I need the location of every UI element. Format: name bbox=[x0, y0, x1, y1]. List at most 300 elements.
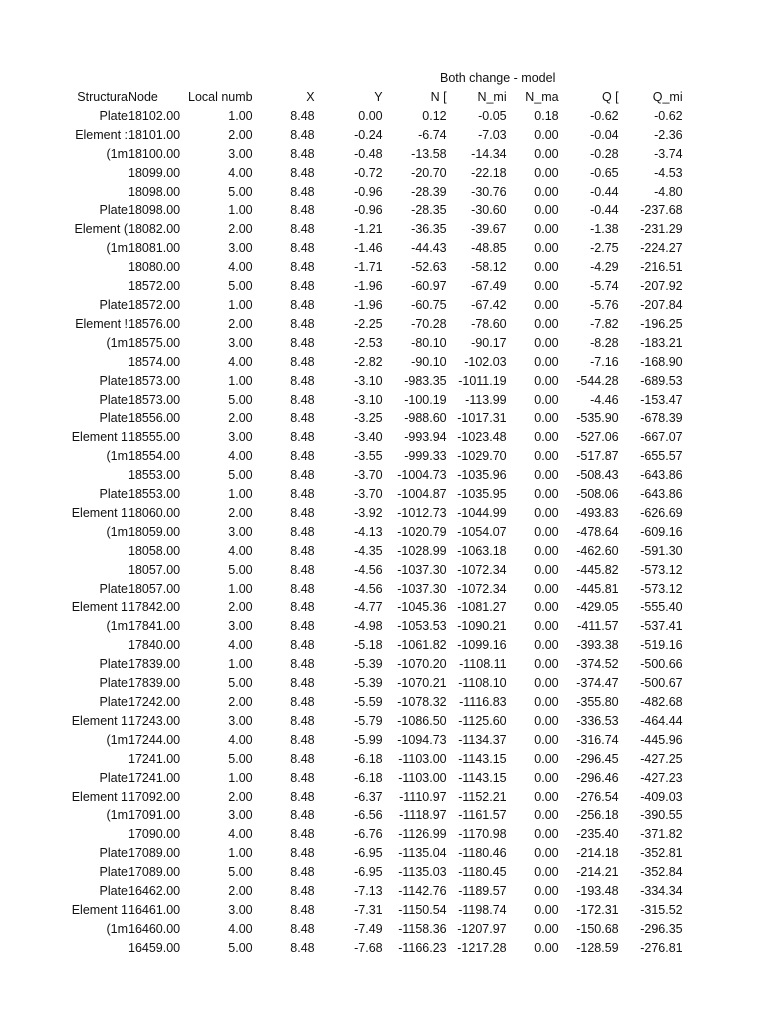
table-cell: -1078.32 bbox=[397, 695, 447, 709]
table-cell: 0.00 bbox=[534, 940, 559, 955]
table-cell: 0.00 bbox=[534, 751, 559, 766]
table-cell: -1.38 bbox=[590, 222, 619, 237]
table-cell: -678.39 bbox=[640, 411, 683, 426]
table-cell: 1.00 bbox=[228, 657, 253, 672]
table-cell: -90.17 bbox=[471, 335, 507, 350]
table-cell: 2.00 bbox=[228, 411, 253, 426]
table-cell: -1.46 bbox=[354, 241, 383, 256]
table-cell: -4.56 bbox=[354, 581, 383, 596]
table-cell: 16462.00 bbox=[128, 884, 181, 899]
table-cell: -5.59 bbox=[354, 695, 383, 709]
table-cell: Plate bbox=[99, 108, 128, 123]
table-cell: -78.60 bbox=[471, 316, 507, 331]
table-cell: 8.48 bbox=[290, 279, 315, 294]
table-cell: 18555.00 bbox=[128, 430, 181, 445]
table-cell: 8.48 bbox=[290, 316, 315, 331]
table-cell: 1.00 bbox=[228, 203, 253, 218]
table-cell: Plate bbox=[99, 695, 128, 709]
table-cell: -4.80 bbox=[654, 184, 683, 199]
table-cell: -3.25 bbox=[354, 411, 383, 426]
table-cell: Plate bbox=[99, 676, 128, 691]
table-cell: 2.00 bbox=[228, 316, 253, 331]
table-cell: 3.00 bbox=[228, 524, 253, 539]
table-cell: -1150.54 bbox=[398, 902, 447, 917]
table-cell: -196.25 bbox=[640, 316, 683, 331]
table-row bbox=[58, 580, 683, 599]
table-cell: -1020.79 bbox=[397, 524, 447, 539]
table-cell: 1.00 bbox=[228, 846, 253, 861]
table-cell: 0.00 bbox=[534, 808, 559, 823]
table-cell: -1198.74 bbox=[458, 902, 507, 917]
table-cell: -3.70 bbox=[354, 468, 383, 483]
table-cell: 0.00 bbox=[534, 884, 559, 899]
table-cell bbox=[58, 277, 128, 296]
table-cell: -1081.27 bbox=[457, 600, 507, 615]
table-cell: 0.00 bbox=[534, 468, 559, 483]
table-cell: Element ! bbox=[75, 316, 128, 331]
table-cell: 0.00 bbox=[534, 297, 559, 312]
table-cell: 17092.00 bbox=[128, 789, 181, 804]
table-cell: -445.96 bbox=[640, 732, 683, 747]
table-cell: Plate bbox=[99, 657, 128, 672]
table-cell: -7.49 bbox=[354, 921, 383, 936]
table-cell: -1035.96 bbox=[457, 468, 507, 483]
table-cell: 0.00 bbox=[534, 770, 559, 785]
table-cell: -1035.95 bbox=[457, 487, 507, 502]
table-cell: 5.00 bbox=[228, 562, 253, 577]
table-cell: 8.48 bbox=[290, 222, 315, 237]
table-cell: -237.68 bbox=[640, 203, 683, 218]
table-cell: -67.49 bbox=[471, 279, 507, 294]
table-cell: -5.99 bbox=[354, 732, 383, 747]
table-cell: -445.82 bbox=[576, 562, 619, 577]
table-cell: 17241.00 bbox=[128, 751, 181, 766]
table-cell: -1012.73 bbox=[397, 505, 447, 520]
table-cell: -336.53 bbox=[576, 713, 619, 728]
table-row bbox=[58, 731, 683, 750]
table-cell: 17842.00 bbox=[128, 600, 181, 615]
table-cell: 8.48 bbox=[290, 430, 315, 445]
table-cell: 5.00 bbox=[228, 184, 253, 199]
table-cell: 0.00 bbox=[534, 827, 559, 842]
column-header: Y bbox=[374, 90, 383, 104]
table-cell: -1.96 bbox=[354, 279, 383, 294]
table-row bbox=[58, 277, 683, 296]
column-header: Q [ bbox=[601, 90, 619, 104]
table-cell: 0.00 bbox=[534, 146, 559, 161]
table-cell: 0.00 bbox=[534, 638, 559, 653]
table-cell: -1116.83 bbox=[459, 695, 507, 709]
table-cell: -4.46 bbox=[590, 392, 619, 407]
column-header: N_ma bbox=[525, 90, 559, 104]
table-cell: 18057.00 bbox=[128, 562, 181, 577]
table-cell: 4.00 bbox=[228, 543, 253, 558]
table-row bbox=[58, 107, 683, 126]
table-cell: 8.48 bbox=[290, 241, 315, 256]
table-cell: 18102.00 bbox=[128, 108, 181, 123]
table-row bbox=[58, 769, 683, 788]
table-cell: Element 1 bbox=[71, 505, 128, 520]
table-cell: 5.00 bbox=[228, 865, 253, 880]
table-cell: -6.76 bbox=[354, 827, 383, 842]
table-cell: -0.72 bbox=[354, 165, 383, 180]
table-cell: 1.00 bbox=[228, 297, 253, 312]
table-cell: -28.39 bbox=[411, 184, 447, 199]
table-cell: (1m bbox=[106, 449, 128, 464]
table-cell: -1217.28 bbox=[457, 940, 507, 955]
table-cell: -1170.98 bbox=[458, 827, 507, 842]
table-cell: 0.12 bbox=[422, 108, 447, 123]
table-cell: -44.43 bbox=[411, 241, 447, 256]
table-cell: 8.48 bbox=[290, 184, 315, 199]
table-cell: -1086.50 bbox=[397, 713, 447, 728]
table-cell: 8.48 bbox=[290, 260, 315, 275]
table-cell: -993.94 bbox=[404, 430, 447, 445]
column-header: Node bbox=[128, 90, 158, 104]
table-cell: -3.92 bbox=[354, 505, 383, 520]
table-cell: 17839.00 bbox=[128, 657, 181, 672]
table-cell: -1161.57 bbox=[458, 808, 507, 823]
table-cell bbox=[58, 825, 128, 844]
table-cell: 1.00 bbox=[228, 108, 253, 123]
table-cell: 4.00 bbox=[228, 354, 253, 369]
table-cell: 17840.00 bbox=[128, 638, 181, 653]
table-cell: -7.03 bbox=[478, 127, 507, 142]
table-cell: 8.48 bbox=[290, 411, 315, 426]
table-cell: 18573.00 bbox=[128, 373, 181, 388]
table-cell: -409.03 bbox=[640, 789, 683, 804]
table-cell: -1044.99 bbox=[457, 505, 507, 520]
table-cell: -4.56 bbox=[354, 562, 383, 577]
table-cell: -2.25 bbox=[354, 316, 383, 331]
table-cell: 8.48 bbox=[290, 619, 315, 634]
table-cell: -14.34 bbox=[471, 146, 507, 161]
column-header: N [ bbox=[430, 90, 447, 104]
table-cell: 0.00 bbox=[534, 487, 559, 502]
table-cell: 0.00 bbox=[534, 392, 559, 407]
table-cell: 0.00 bbox=[534, 676, 559, 691]
table-cell: 2.00 bbox=[228, 884, 253, 899]
table-row bbox=[58, 145, 683, 164]
table-cell: 8.48 bbox=[290, 770, 315, 785]
table-cell: -1004.73 bbox=[397, 468, 447, 483]
table-cell: 8.48 bbox=[290, 335, 315, 350]
table-cell: -6.74 bbox=[418, 127, 447, 142]
table-cell: -591.30 bbox=[640, 543, 683, 558]
table-cell: -4.13 bbox=[354, 524, 383, 539]
table-cell: 17089.00 bbox=[128, 846, 181, 861]
table-cell: -5.76 bbox=[590, 297, 619, 312]
table-cell: 0.00 bbox=[534, 279, 559, 294]
table-row bbox=[58, 523, 683, 542]
table-cell: 2.00 bbox=[228, 789, 253, 804]
table-cell: -3.10 bbox=[354, 373, 383, 388]
table-cell: -214.21 bbox=[576, 865, 619, 880]
table-cell: 3.00 bbox=[228, 619, 253, 634]
table-cell: 17243.00 bbox=[128, 713, 181, 728]
table-cell: Plate bbox=[99, 581, 128, 596]
table-cell: 17089.00 bbox=[128, 865, 181, 880]
table-cell: -988.60 bbox=[404, 411, 447, 426]
table-cell: 16459.00 bbox=[128, 940, 181, 955]
table-cell bbox=[58, 258, 128, 277]
table-cell: 0.00 bbox=[534, 316, 559, 331]
column-header: N_mi bbox=[477, 90, 507, 104]
table-cell: 0.00 bbox=[534, 411, 559, 426]
table-row bbox=[58, 939, 683, 958]
table-cell: -1118.97 bbox=[399, 808, 447, 823]
table-row bbox=[58, 485, 683, 504]
table-row bbox=[58, 882, 683, 901]
table-cell: 17241.00 bbox=[128, 770, 181, 785]
table-cell: Plate bbox=[99, 884, 128, 899]
table-cell: 18572.00 bbox=[128, 297, 181, 312]
table-cell: 0.00 bbox=[534, 335, 559, 350]
table-cell: -6.95 bbox=[354, 846, 383, 861]
table-cell: -3.70 bbox=[354, 487, 383, 502]
table-cell: 16460.00 bbox=[128, 921, 181, 936]
table-cell: -0.28 bbox=[590, 146, 619, 161]
table-cell: -1054.07 bbox=[457, 524, 507, 539]
table-cell: 4.00 bbox=[228, 827, 253, 842]
table-cell: -90.10 bbox=[411, 354, 447, 369]
table-cell: -393.38 bbox=[576, 638, 619, 653]
table-row bbox=[58, 920, 683, 939]
table-cell: -445.81 bbox=[576, 581, 619, 596]
table-cell: 1.00 bbox=[228, 770, 253, 785]
table-cell: -150.68 bbox=[576, 921, 619, 936]
table-row bbox=[58, 693, 683, 712]
table-cell: 0.00 bbox=[534, 562, 559, 577]
table-cell: 18576.00 bbox=[128, 316, 181, 331]
table-cell: -6.37 bbox=[354, 789, 383, 804]
column-header: Local numb bbox=[188, 90, 253, 104]
table-cell: -6.18 bbox=[354, 751, 383, 766]
table-cell bbox=[58, 636, 128, 655]
table-cell: -999.33 bbox=[404, 449, 447, 464]
table-cell: 4.00 bbox=[228, 921, 253, 936]
table-cell: -1037.30 bbox=[397, 581, 447, 596]
table-cell: -508.43 bbox=[576, 468, 619, 483]
table-cell: 16461.00 bbox=[128, 902, 181, 917]
table-cell: -7.82 bbox=[590, 316, 619, 331]
table-cell: -1108.11 bbox=[459, 657, 507, 672]
table-row bbox=[58, 636, 683, 655]
table-cell: 18574.00 bbox=[128, 354, 181, 369]
table-cell: -1103.00 bbox=[398, 751, 447, 766]
column-header: Structura bbox=[77, 90, 128, 104]
table-cell: -1011.19 bbox=[458, 373, 507, 388]
table-cell: 0.00 bbox=[534, 600, 559, 615]
table-cell: 0.00 bbox=[534, 449, 559, 464]
table-cell: -427.25 bbox=[640, 751, 683, 766]
table-cell: 17244.00 bbox=[128, 732, 181, 747]
table-cell: -1125.60 bbox=[458, 713, 507, 728]
table-cell: 8.48 bbox=[290, 165, 315, 180]
table-cell: 8.48 bbox=[290, 638, 315, 653]
table-cell: -70.28 bbox=[411, 316, 447, 331]
table-cell: -1061.82 bbox=[397, 638, 447, 653]
table-cell: 8.48 bbox=[290, 846, 315, 861]
table-cell: -464.44 bbox=[640, 713, 683, 728]
table-cell: -519.16 bbox=[640, 638, 683, 653]
table-cell: 2.00 bbox=[228, 505, 253, 520]
table-cell bbox=[58, 542, 128, 561]
table-cell: -7.13 bbox=[354, 884, 383, 899]
table-cell: 18081.00 bbox=[128, 241, 181, 256]
table-cell: 18060.00 bbox=[128, 505, 181, 520]
table-cell: -1070.21 bbox=[397, 676, 447, 691]
table-cell: 4.00 bbox=[228, 165, 253, 180]
table-cell: -6.18 bbox=[354, 770, 383, 785]
table-cell: 8.48 bbox=[290, 505, 315, 520]
table-cell: -5.74 bbox=[590, 279, 619, 294]
table-cell: 3.00 bbox=[228, 241, 253, 256]
table-cell: -1029.70 bbox=[457, 449, 507, 464]
table-cell: 17091.00 bbox=[128, 808, 181, 823]
table-cell: 5.00 bbox=[228, 676, 253, 691]
table-row bbox=[58, 788, 683, 807]
table-cell: -7.31 bbox=[354, 902, 383, 917]
table-row bbox=[58, 712, 683, 731]
table-cell: 3.00 bbox=[228, 335, 253, 350]
table-row bbox=[58, 258, 683, 277]
table-body bbox=[58, 107, 683, 958]
table-cell: 18554.00 bbox=[128, 449, 181, 464]
table-cell: -508.06 bbox=[576, 487, 619, 502]
table-cell: (1m bbox=[106, 921, 128, 936]
table-row bbox=[58, 844, 683, 863]
table-cell: 2.00 bbox=[228, 127, 253, 142]
table-cell: -390.55 bbox=[640, 808, 683, 823]
table-cell: -224.27 bbox=[640, 241, 683, 256]
table-row bbox=[58, 542, 683, 561]
table-cell: -52.63 bbox=[411, 260, 447, 275]
table-cell: 3.00 bbox=[228, 808, 253, 823]
table-cell: 8.48 bbox=[290, 127, 315, 142]
table-row bbox=[58, 825, 683, 844]
table-cell: 8.48 bbox=[290, 600, 315, 615]
table-cell: 8.48 bbox=[290, 449, 315, 464]
table-cell: -0.48 bbox=[354, 146, 383, 161]
table-cell: 18553.00 bbox=[128, 468, 181, 483]
table-cell: -316.74 bbox=[576, 732, 619, 747]
table-cell bbox=[58, 750, 128, 769]
header-row bbox=[58, 88, 683, 107]
table-cell bbox=[58, 183, 128, 202]
table-cell: (1m bbox=[106, 241, 128, 256]
table-cell: -4.77 bbox=[354, 600, 383, 615]
table-cell: -462.60 bbox=[576, 543, 619, 558]
column-header: X bbox=[306, 90, 315, 104]
table-cell: -1143.15 bbox=[458, 770, 507, 785]
table-cell: 8.48 bbox=[290, 789, 315, 804]
table-cell: Element 1 bbox=[71, 600, 128, 615]
table-cell: -5.39 bbox=[354, 657, 383, 672]
table-cell: -207.92 bbox=[640, 279, 683, 294]
table-row bbox=[58, 391, 683, 410]
table-cell: 8.48 bbox=[290, 297, 315, 312]
table-cell: 0.00 bbox=[534, 581, 559, 596]
table-cell: -256.18 bbox=[576, 808, 619, 823]
table-cell: 0.00 bbox=[534, 543, 559, 558]
table-cell: -0.96 bbox=[354, 203, 383, 218]
table-cell: 1.00 bbox=[228, 581, 253, 596]
table-row bbox=[58, 296, 683, 315]
table-cell: 8.48 bbox=[290, 902, 315, 917]
table-row bbox=[58, 750, 683, 769]
table-cell: 8.48 bbox=[290, 657, 315, 672]
table-cell: -1135.03 bbox=[398, 865, 447, 880]
table-cell: 0.00 bbox=[534, 222, 559, 237]
table-cell: 8.48 bbox=[290, 392, 315, 407]
table-cell: Plate bbox=[99, 297, 128, 312]
table-cell: 0.00 bbox=[534, 789, 559, 804]
table-cell: Element 1 bbox=[71, 713, 128, 728]
table-cell: -168.90 bbox=[640, 354, 683, 369]
table-cell: -193.48 bbox=[576, 884, 619, 899]
table-cell: 8.48 bbox=[290, 543, 315, 558]
table-cell: Plate bbox=[99, 487, 128, 502]
table-cell: -1.21 bbox=[354, 222, 383, 237]
table-cell: -1017.31 bbox=[457, 411, 507, 426]
table-cell: -315.52 bbox=[640, 902, 683, 917]
table-cell: 17242.00 bbox=[128, 695, 181, 709]
table-cell: (1m bbox=[106, 732, 128, 747]
table-row bbox=[58, 183, 683, 202]
table-cell: -2.75 bbox=[590, 241, 619, 256]
table-cell: -30.76 bbox=[471, 184, 507, 199]
table-cell: 8.48 bbox=[290, 751, 315, 766]
table-cell: -1090.21 bbox=[457, 619, 507, 634]
table-cell: -1110.97 bbox=[399, 789, 447, 804]
table-cell: 8.48 bbox=[290, 676, 315, 691]
table-row bbox=[58, 428, 683, 447]
table-cell: 0.00 bbox=[534, 902, 559, 917]
table-cell: -1207.97 bbox=[457, 921, 507, 936]
table-cell: -527.06 bbox=[576, 430, 619, 445]
table-cell: -1108.10 bbox=[458, 676, 507, 691]
table-cell: -58.12 bbox=[471, 260, 507, 275]
table-cell: -2.36 bbox=[654, 127, 683, 142]
table-cell: -371.82 bbox=[640, 827, 683, 842]
table-cell: Element ( bbox=[74, 222, 128, 237]
table-row bbox=[58, 315, 683, 334]
table-cell: 18098.00 bbox=[128, 203, 181, 218]
table-cell: 0.00 bbox=[534, 505, 559, 520]
table-cell: 8.48 bbox=[290, 695, 315, 709]
table-cell: -427.23 bbox=[640, 770, 683, 785]
table-cell: 18100.00 bbox=[128, 146, 181, 161]
table-cell: 0.00 bbox=[534, 657, 559, 672]
table-cell: 0.00 bbox=[534, 524, 559, 539]
table-cell: (1m bbox=[106, 335, 128, 350]
table-cell: Plate bbox=[99, 411, 128, 426]
table-cell: 8.48 bbox=[290, 487, 315, 502]
table-cell: 8.48 bbox=[290, 921, 315, 936]
table-cell: -1004.87 bbox=[397, 487, 447, 502]
table-cell: 18556.00 bbox=[128, 411, 181, 426]
table-cell: -276.81 bbox=[640, 940, 683, 955]
table-row bbox=[58, 598, 683, 617]
table-cell: -0.62 bbox=[590, 108, 619, 123]
table-cell: 8.48 bbox=[290, 827, 315, 842]
table-cell: 8.48 bbox=[290, 865, 315, 880]
table-cell: 0.00 bbox=[534, 430, 559, 445]
table-cell: -80.10 bbox=[411, 335, 447, 350]
table-cell: -153.47 bbox=[640, 392, 683, 407]
table-cell: -478.64 bbox=[576, 524, 619, 539]
